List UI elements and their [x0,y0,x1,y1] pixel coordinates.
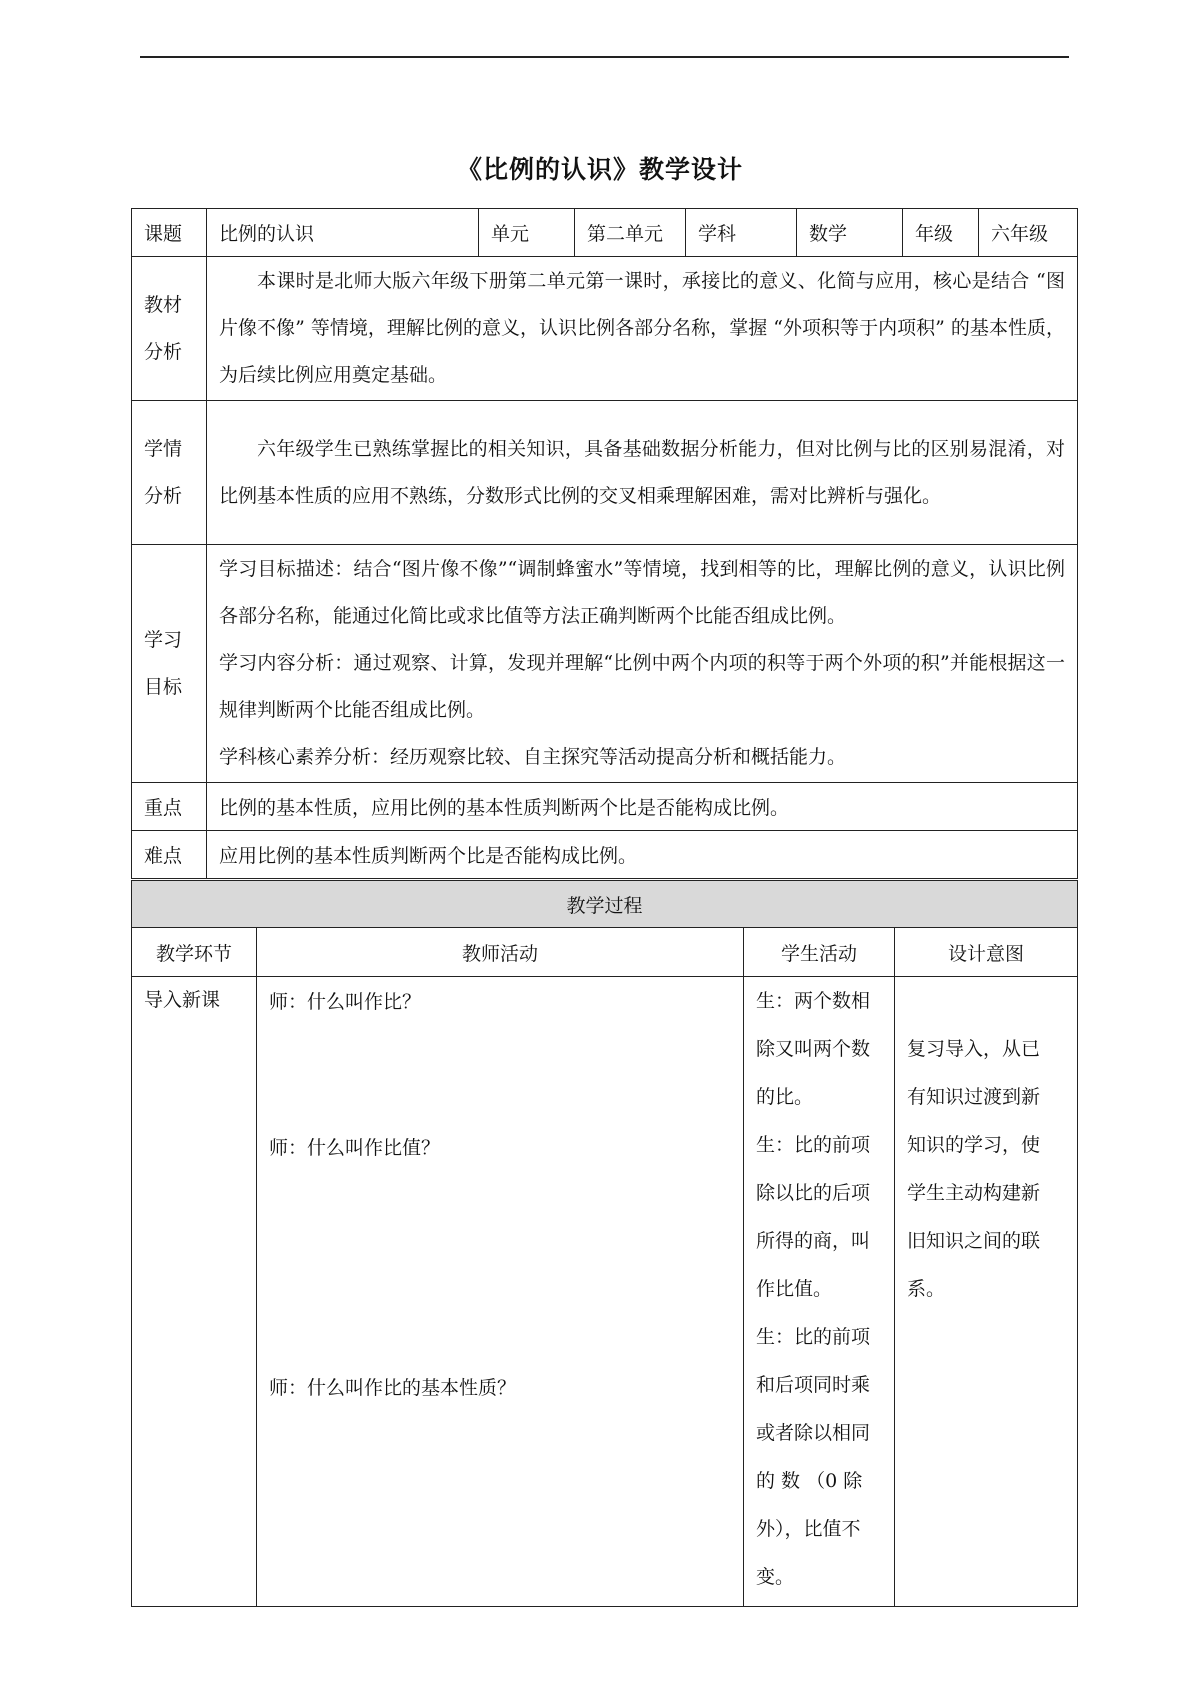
learning-goals-label [132,545,207,783]
label-line: 学情 [144,437,183,460]
subject-label: 学科 [686,209,797,257]
textbook-analysis-label [132,257,207,401]
student-line: 生：两个数相 [756,990,871,1012]
label-line: 教材 [144,293,183,316]
teacher-question: 师：什么叫作比？ [269,991,422,1013]
grade-label: 年级 [903,209,979,257]
column-header: 学生活动 [744,928,895,977]
key-point-row [132,783,1078,831]
label-line: 分析 [144,340,183,363]
document-title: 《比例的认识》教学设计 [456,155,743,184]
design-intent-text [907,977,1069,1313]
learner-analysis-text: 六年级学生已熟练掌握比的相关知识，具备基础数据分析能力，但对比例与比的区别易混淆，对比例基本性质的应用不熟练，分数形式比例的交叉相乘理解困难，需对比辨析与强化。 [219,437,1065,507]
goal-core-literacy: 学科核心素养分析：经历观察比较、自主探究等活动提高分析和概括能力。 [219,746,847,768]
student-line: 除又叫两个数 [756,1038,871,1060]
design-line: 旧知识之间的联 [907,1230,1041,1252]
process-heading-row [132,881,1078,928]
key-point-label: 重点 [132,783,207,831]
design-line: 知识的学习，使 [907,1134,1041,1156]
student-line: 的比。 [756,1086,814,1108]
goal-content-analysis: 学习内容分析：通过观察、计算，发现并理解“比例中两个内项的积等于两个外项的积”并能根据这一规律判断两个比能否组成比例。 [219,652,1065,721]
difficulty-label: 难点 [132,831,207,879]
unit-label: 单元 [479,209,575,257]
goal-description: 学习目标描述：结合“图片像不像”“调制蜂蜜水”等情境，找到相等的比，理解比例的意义，认识比例各部分名称，能通过化简比或求比值等方法正确判断两个比能否组成比例。 [219,558,1065,627]
topic-value: 比例的认识 [207,209,479,257]
student-line: 或者除以相同 [756,1422,871,1444]
textbook-analysis-row [132,257,1078,401]
subject-value: 数学 [797,209,903,257]
process-intro-row [132,977,1078,1607]
header-rule [140,56,1069,58]
column-header: 教师活动 [257,928,744,977]
student-line: 外），比值不 [756,1518,861,1540]
textbook-analysis-text: 本课时是北师大版六年级下册第二单元第一课时，承接比的意义、化简与应用，核心是结合 “图片像不像” 等情境，理解比例的意义，认识比例各部分名称，掌握 “外项积等于内项积” 的基本性质，为后续比例应用奠定基础。 [219,270,1065,386]
design-line: 系。 [907,1278,946,1300]
student-line: 所得的商，叫 [756,1230,871,1252]
student-line: 除以比的后项 [756,1182,871,1204]
design-line: 复习导入，从已 [907,1038,1041,1060]
topic-label: 课题 [132,209,207,257]
learner-analysis-row [132,401,1078,545]
student-line: 的 数 （0 除 [756,1470,863,1492]
label-line: 学习 [144,628,183,651]
teaching-process-table [131,880,1078,1607]
label-line: 目标 [144,675,183,698]
column-header: 设计意图 [895,928,1078,977]
grade-value: 六年级 [979,209,1078,257]
key-point-text: 比例的基本性质，应用比例的基本性质判断两个比是否能构成比例。 [207,783,1078,831]
student-line: 变。 [756,1566,795,1588]
difficulty-text: 应用比例的基本性质判断两个比是否能构成比例。 [207,831,1078,879]
learning-goals-row [132,545,1078,783]
process-column-header-row [132,928,1078,977]
design-line: 学生主动构建新 [907,1182,1041,1204]
label-line: 分析 [144,484,183,507]
student-line: 和后项同时乘 [756,1374,871,1396]
stage-name: 导入新课 [132,977,257,1607]
student-activity [744,977,895,1607]
teacher-activity [257,977,744,1607]
lesson-info-table [131,208,1078,879]
unit-value: 第二单元 [575,209,686,257]
design-intent [895,977,1078,1607]
info-row [132,209,1078,257]
teacher-question: 师：什么叫作比的基本性质？ [269,1377,517,1399]
design-line: 有知识过渡到新 [907,1086,1041,1108]
process-heading: 教学过程 [132,881,1078,928]
student-answers [756,977,886,1601]
difficulty-row [132,831,1078,879]
student-line: 生：比的前项 [756,1134,871,1156]
column-header: 教学环节 [132,928,257,977]
learner-analysis-label [132,401,207,545]
student-line: 作比值。 [756,1278,833,1300]
student-line: 生：比的前项 [756,1326,871,1348]
teacher-question: 师：什么叫作比值？ [269,1137,441,1159]
